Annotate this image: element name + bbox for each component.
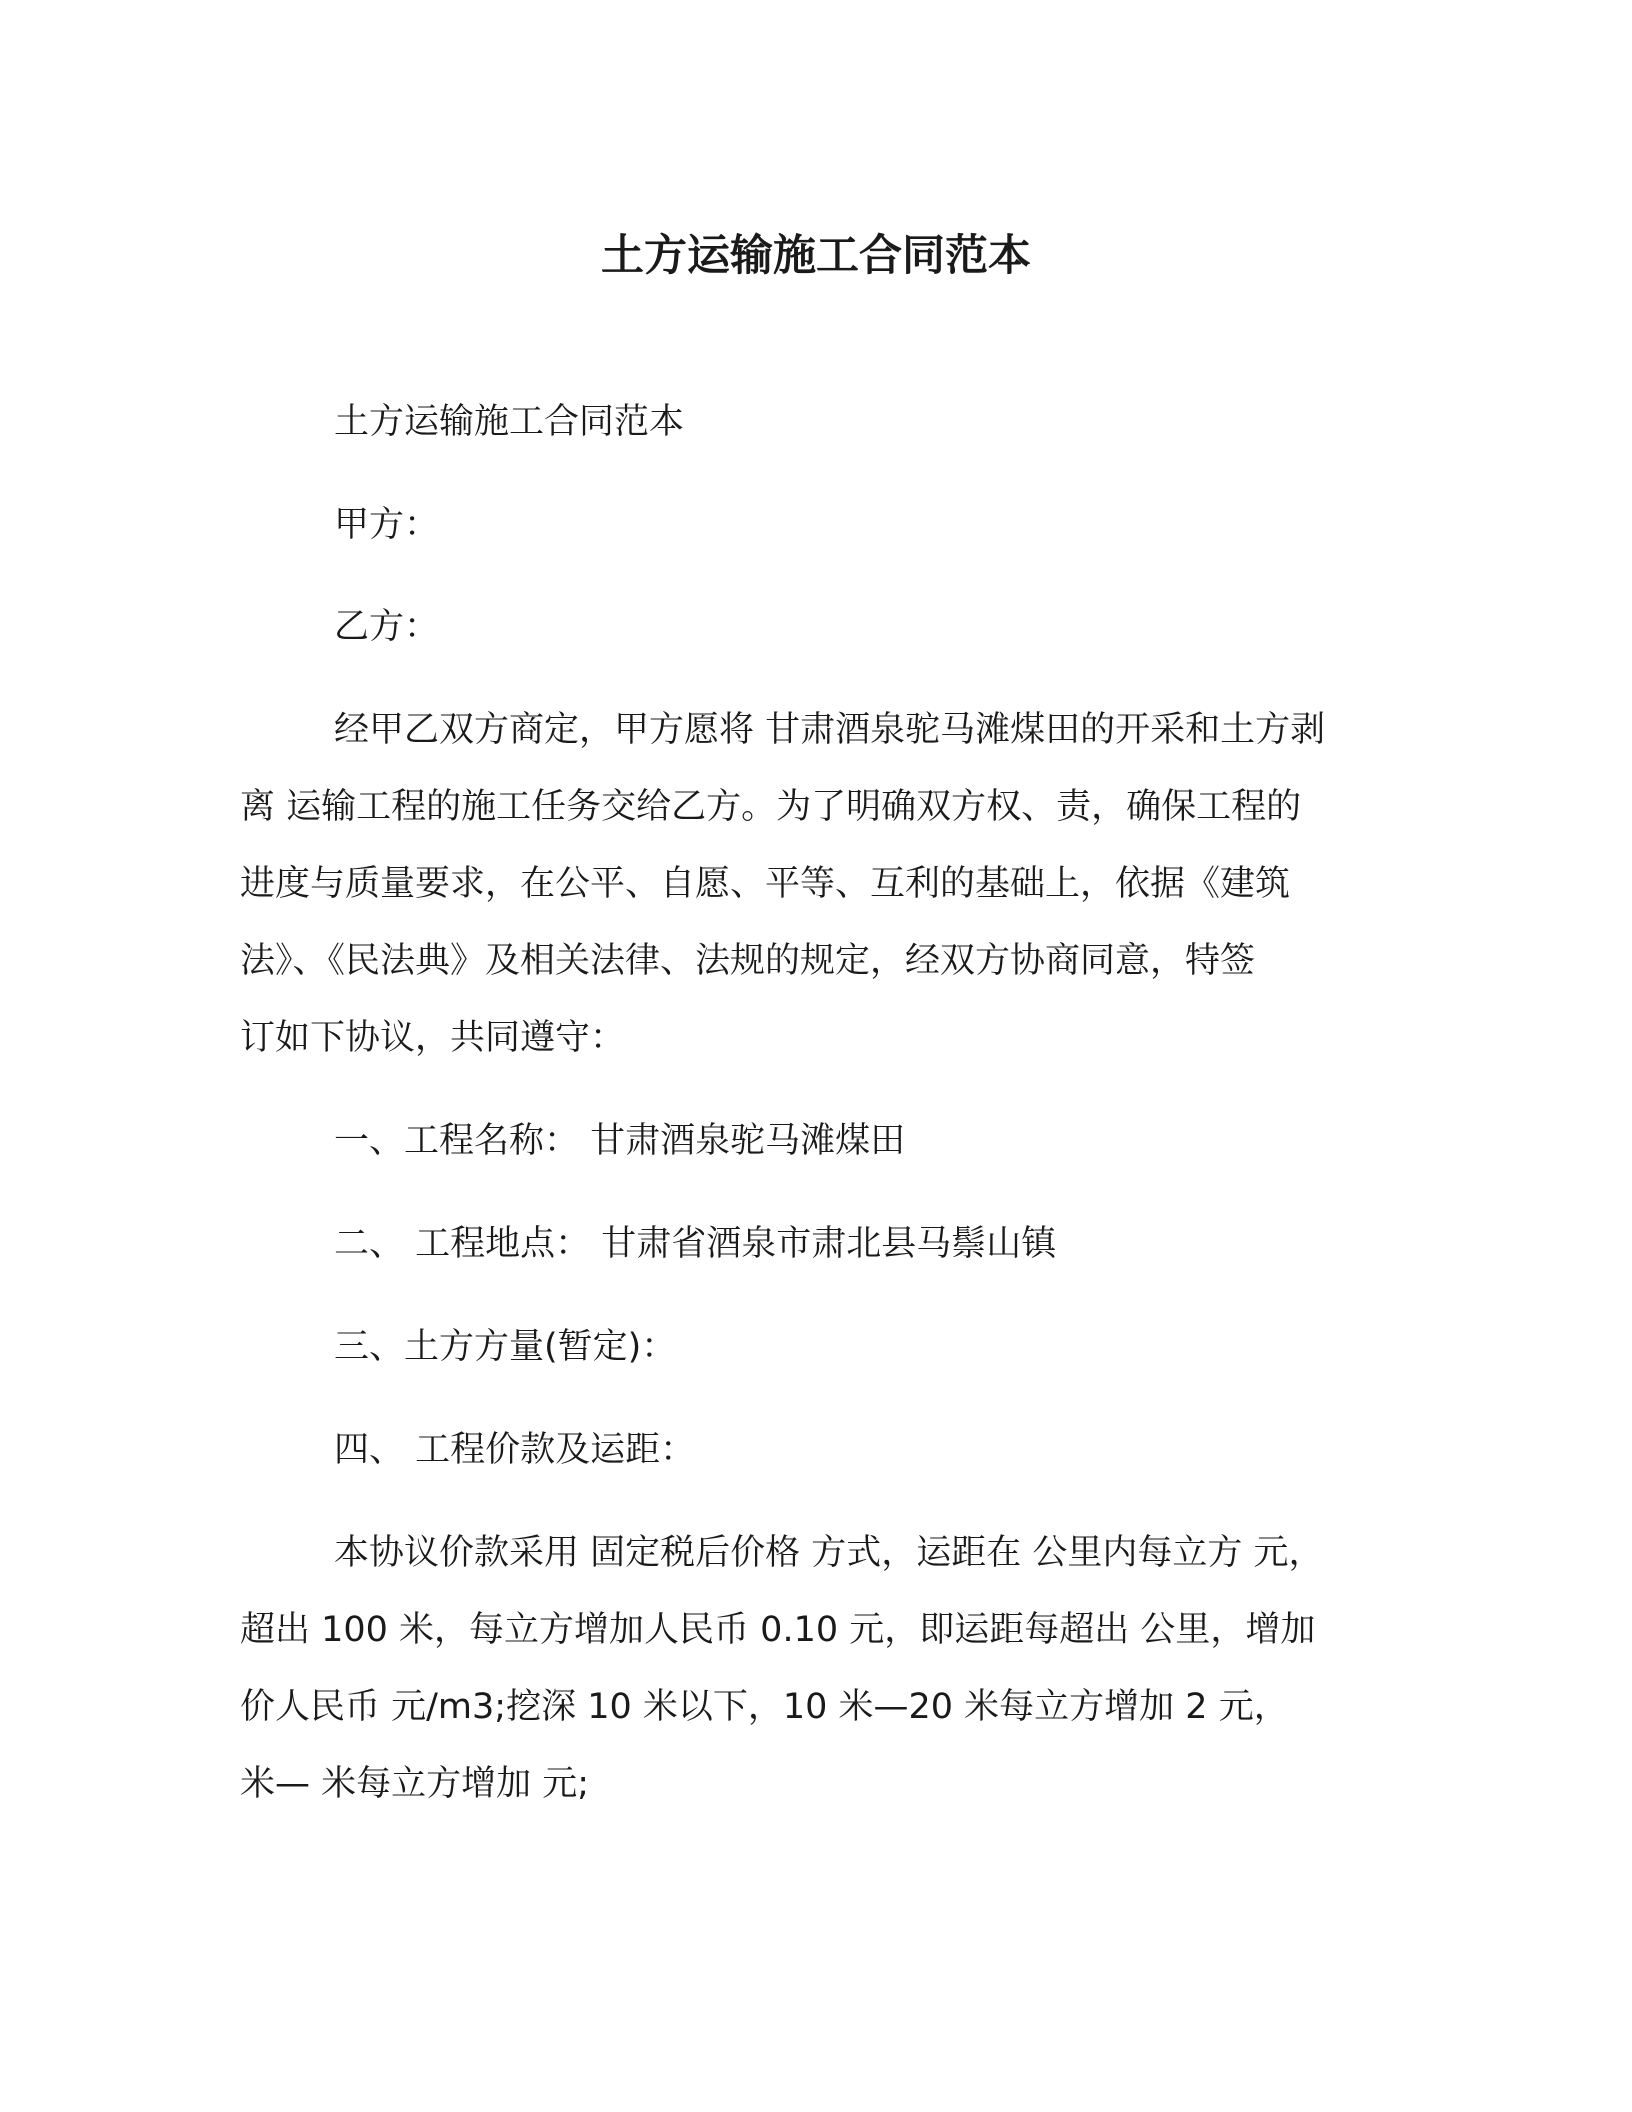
clause-earthwork-volume: 三、土方方量(暂定)： <box>334 1327 677 1367</box>
pricing-line: 价人民币 元/m3;挖深 10 米以下，10 米—20 米每立方增加 2 元， <box>240 1687 1289 1727</box>
preamble-line: 订如下协议，共同遵守： <box>240 1018 626 1058</box>
preamble-line: 法》、《民法典》及相关法律、法规的规定，经双方协商同意，特签 <box>240 941 1256 981</box>
clause-project-name: 一、工程名称： 甘肃酒泉驼马滩煤田 <box>334 1121 906 1161</box>
document-subtitle: 土方运输施工合同范本 <box>334 402 685 442</box>
pricing-line: 本协议价款采用 固定税后价格 方式，运距在 公里内每立方 元， <box>334 1533 1324 1573</box>
document-title: 土方运输施工合同范本 <box>601 231 1031 281</box>
pricing-line: 米— 米每立方增加 元; <box>240 1764 590 1804</box>
pricing-line: 超出 100 米，每立方增加人民币 0.10 元，即运距每超出 公里，增加 <box>240 1610 1316 1650</box>
preamble-line: 经甲乙双方商定，甲方愿将 甘肃酒泉驼马滩煤田的开采和土方剥 <box>334 710 1326 750</box>
party-a-label: 甲方： <box>334 505 440 545</box>
clause-price-distance: 四、 工程价款及运距： <box>334 1430 696 1470</box>
preamble-line: 离 运输工程的施工任务交给乙方。为了明确双方权、责，确保工程的 <box>240 787 1302 827</box>
clause-project-location: 二、 工程地点： 甘肃省酒泉市肃北县马鬃山镇 <box>334 1224 1057 1264</box>
preamble-line: 进度与质量要求，在公平、自愿、平等、互利的基础上，依据《建筑 <box>240 864 1291 904</box>
party-b-label: 乙方： <box>334 607 440 647</box>
